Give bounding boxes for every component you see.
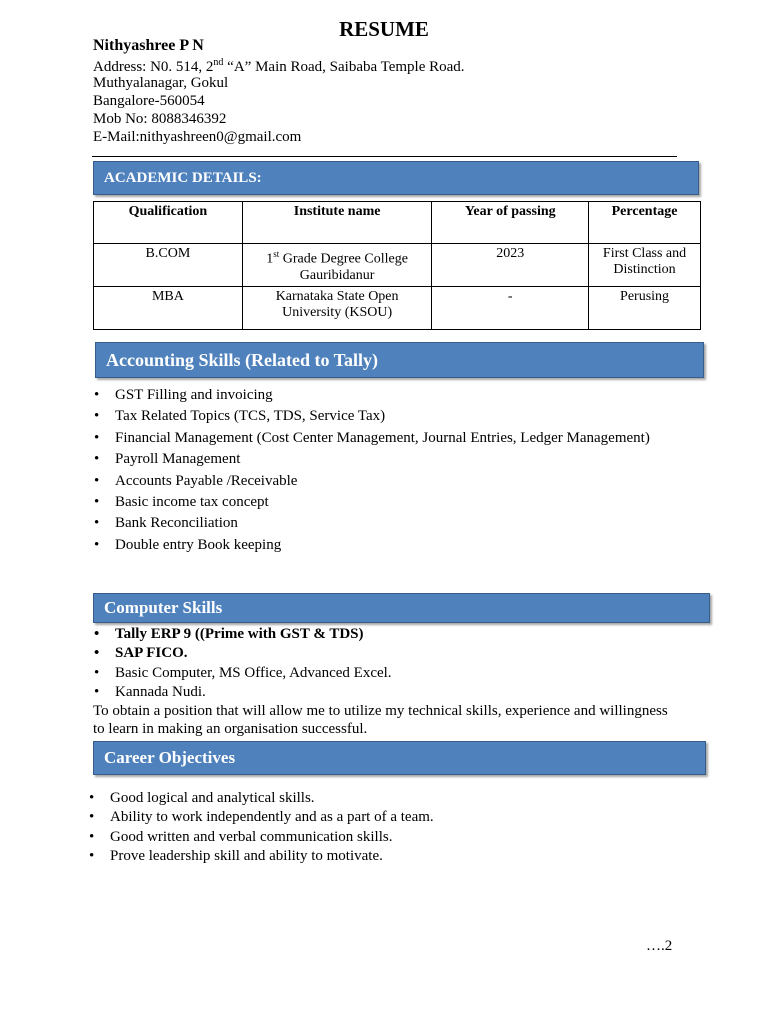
page-title: RESUME [339, 17, 429, 41]
career-heading: Career Objectives [104, 748, 236, 767]
cell-year: - [432, 287, 589, 330]
institute-ordinal-suffix: st [273, 249, 280, 259]
candidate-name: Nithyashree P N [93, 37, 204, 54]
page-continuation-marker: ….2 [646, 938, 673, 954]
institute-ordinal-number: 1 [266, 251, 274, 267]
cell-percentage: First Class and Distinction [589, 244, 701, 287]
table-row [94, 287, 701, 330]
computer-skills-list [93, 625, 673, 702]
address-line-2: Muthyalanagar, Gokul [93, 75, 229, 91]
cell-qualification: B.COM [94, 244, 243, 287]
objective-paragraph: To obtain a position that will allow me to utilize my technical skills, experience and willingness to learn in making an organisation successful. [93, 703, 668, 737]
list-item: • Ability to work independently and as a part of a team. [88, 808, 648, 827]
accounting-heading: Accounting Skills (Related to Tally) [106, 349, 379, 370]
list-item: • Basic Computer, MS Office, Advanced Excel. [93, 664, 673, 683]
address-prefix: Address: N0. 514, 2 [93, 59, 214, 75]
academic-heading-band [93, 161, 699, 195]
address-line-3: Bangalore-560054 [93, 93, 205, 109]
cell-percentage: Perusing [589, 287, 701, 330]
list-item: • Accounts Payable /Receivable [93, 471, 653, 492]
cell-institute: Karnataka State Open University (KSOU) [242, 287, 432, 330]
list-item: • Tax Related Topics (TCS, TDS, Service Tax) [93, 406, 653, 427]
computer-heading-band [93, 593, 710, 623]
list-item: • Good logical and analytical skills. [88, 789, 648, 808]
table-header-row [94, 202, 701, 244]
list-item: • Good written and verbal communication skills. [88, 828, 648, 847]
column-header: Qualification [94, 202, 243, 244]
mobile-number: Mob No: 8088346392 [93, 111, 227, 127]
address-line-1 [93, 57, 465, 76]
header-rule [92, 156, 677, 157]
table-row [94, 244, 701, 287]
cell-qualification: MBA [94, 287, 243, 330]
address-suffix: “A” Main Road, Saibaba Temple Road. [223, 59, 465, 75]
accounting-heading-band [95, 342, 704, 378]
list-item: • Bank Reconciliation [93, 513, 653, 534]
address-ordinal: nd [213, 57, 224, 68]
career-objectives-list [88, 789, 648, 866]
list-item: • Basic income tax concept [93, 492, 653, 513]
list-item: • Financial Management (Cost Center Management, Journal Entries, Ledger Management) [93, 428, 653, 449]
list-item: • Prove leadership skill and ability to motivate. [88, 847, 648, 866]
institute-name-rest: Grade Degree College Gauribidanur [279, 251, 408, 283]
column-header: Institute name [242, 202, 432, 244]
column-header: Percentage [589, 202, 701, 244]
list-item: • SAP FICO. [93, 644, 673, 663]
accounting-skills-list [93, 385, 653, 556]
academic-table [93, 201, 701, 330]
career-heading-band [93, 741, 706, 775]
cell-year: 2023 [432, 244, 589, 287]
list-item: • Payroll Management [93, 449, 653, 470]
list-item: • GST Filling and invoicing [93, 385, 653, 406]
list-item: • Double entry Book keeping [93, 535, 653, 556]
computer-heading: Computer Skills [104, 598, 223, 617]
cell-institute [242, 244, 432, 287]
list-item: • Tally ERP 9 ((Prime with GST & TDS) [93, 625, 673, 644]
email-address: E-Mail:nithyashreen0@gmail.com [93, 129, 302, 145]
list-item: • Kannada Nudi. [93, 683, 673, 702]
column-header: Year of passing [432, 202, 589, 244]
academic-heading: ACADEMIC DETAILS: [104, 169, 262, 186]
